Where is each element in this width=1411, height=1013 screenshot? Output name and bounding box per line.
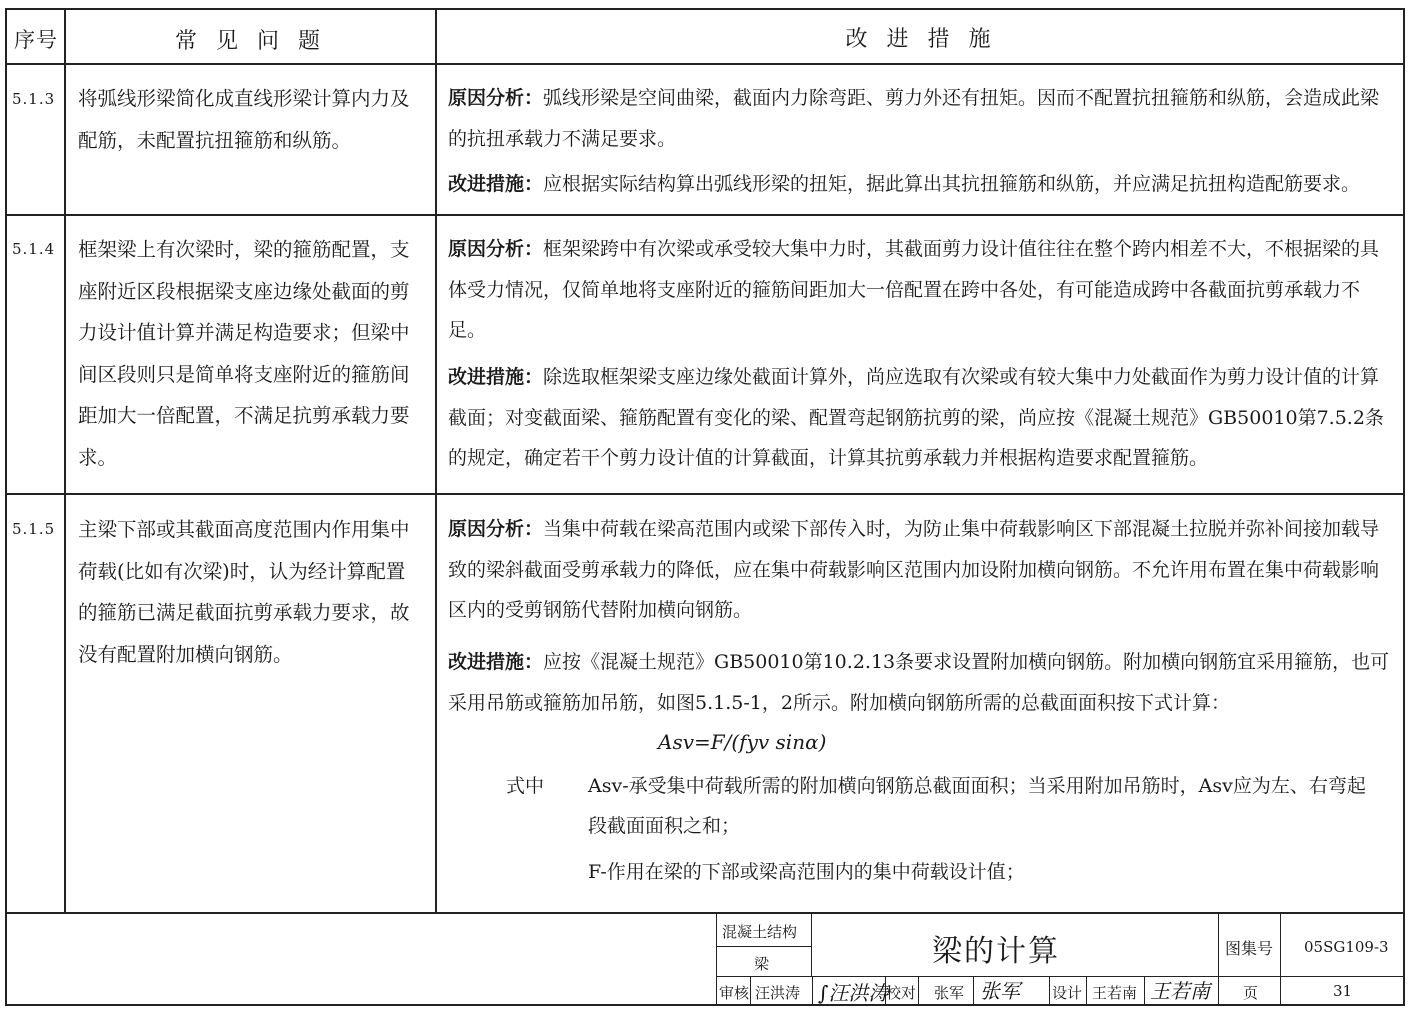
col-divider-1 bbox=[64, 8, 66, 913]
tb-line bbox=[811, 912, 812, 976]
row-issue: 框架梁上有次梁时，梁的箍筋配置，支座附近区段根据梁支座边缘处截面的剪力设计值计算并满足构造要求；但梁中间区段则只是简单将支座附近的箍筋间距加大一倍配置，不满足抗剪承载力要求。 bbox=[78, 238, 410, 469]
cause-label: 原因分析： bbox=[448, 87, 544, 109]
designer-signature: 王若南 bbox=[1150, 979, 1210, 1003]
row-issue: 主梁下部或其截面高度范围内作用集中荷载(比如有次梁)时，认为经计算配置的箍筋已满足截面抗剪承载力要求，故没有配置附加横向钢筋。 bbox=[78, 518, 410, 666]
tb-line bbox=[716, 912, 717, 1006]
tb-design-label: 设计 bbox=[1052, 984, 1083, 1002]
table-bottom bbox=[5, 912, 1405, 914]
col-divider-2 bbox=[435, 8, 437, 913]
row-index: 5.1.3 bbox=[12, 90, 56, 108]
row-cause bbox=[448, 78, 1392, 159]
header-issue: 常 见 问 题 bbox=[175, 29, 326, 54]
fix-text: 应按《混凝土规范》GB50010第10.2.13条要求设置附加横向钢筋。附加横向钢筋宜采用箍筋，也可采用吊筋或箍筋加吊筋，如图5.1.5-1，2所示。附加横向钢筋所需的总截面面积按下式计算： bbox=[448, 651, 1390, 714]
tb-atlas-label: 图集号 bbox=[1225, 939, 1274, 958]
tb-line bbox=[1049, 976, 1050, 1006]
tb-atlas-no: 05SG109-3 bbox=[1304, 938, 1389, 956]
fix-label: 改进措施： bbox=[448, 173, 544, 195]
tb-title: 梁的计算 bbox=[932, 934, 1060, 969]
cause-text: 弧线形梁是空间曲梁，截面内力除弯距、剪力外还有扭矩。因而不配置抗扭箍筋和纵筋，会造成此梁的抗扭承载力不满足要求。 bbox=[448, 87, 1380, 150]
where-item-2: F-作用在梁的下部或梁高范围内的集中荷载设计值； bbox=[588, 861, 1025, 883]
header-divider bbox=[5, 63, 1405, 65]
row-divider-1 bbox=[5, 214, 1405, 216]
row-divider-2 bbox=[5, 493, 1405, 495]
fix-label: 改进措施： bbox=[448, 651, 544, 673]
cause-text: 框架梁跨中有次梁或承受较大集中力时，其截面剪力设计值往往在整个跨内相差不大，不根据梁的具体受力情况，仅简单地将支座附近的箍筋间距加大一倍配置在跨中各处，有可能造成跨中各截面抗剪承载力不足。 bbox=[448, 238, 1380, 341]
row-index: 5.1.4 bbox=[12, 240, 56, 258]
row-fix bbox=[448, 357, 1392, 479]
checker-signature: 张军 bbox=[980, 979, 1020, 1003]
row-issue: 将弧线形梁简化成直线形梁计算内力及配筋，未配置抗扭箍筋和纵筋。 bbox=[78, 87, 410, 152]
tb-line bbox=[1218, 912, 1219, 1006]
row-cause bbox=[448, 229, 1392, 351]
row-cause bbox=[448, 509, 1392, 631]
reviewer-signature: ∫汪洪涛 bbox=[818, 981, 889, 1005]
tb-line bbox=[1280, 912, 1281, 1006]
tb-category-2: 梁 bbox=[754, 955, 770, 973]
where-item-1: Asv-承受集中荷载所需的附加横向钢筋总截面面积；当采用附加吊筋时，Asv应为左、右弯起段截面面积之和； bbox=[588, 775, 1366, 837]
tb-line bbox=[750, 976, 751, 1006]
row-index: 5.1.5 bbox=[12, 520, 56, 538]
formula: Asv=F/(fyv sinα) bbox=[658, 730, 827, 754]
header-index: 序号 bbox=[14, 28, 58, 52]
tb-line bbox=[716, 946, 811, 947]
fix-text: 除选取框架梁支座边缘处截面计算外，尚应选取有次梁或有较大集中力处截面作为剪力设计值的计算截面；对变截面梁、箍筋配置有变化的梁、配置弯起钢筋抗剪的梁，尚应按《混凝土规范》GB50010第7.5.2条的规定，确定若干个剪力设计值的计算截面，计算其抗剪承载力并根据构造要求配置箍筋。 bbox=[448, 366, 1384, 469]
tb-checker: 张军 bbox=[934, 984, 965, 1002]
fix-text: 应根据实际结构算出弧线形梁的扭矩，据此算出其抗扭箍筋和纵筋，并应满足抗扭构造配筋要求。 bbox=[543, 173, 1361, 195]
cause-label: 原因分析： bbox=[448, 518, 544, 540]
cause-text: 当集中荷载在梁高范围内或梁下部传入时，为防止集中荷载影响区下部混凝土拉脱并弥补间接加载导致的梁斜截面受剪承载力的降低，应在集中荷载影响区范围内加设附加横向钢筋。不允许用布置在集中荷载影响区内的受剪钢筋代替附加横向钢筋。 bbox=[448, 518, 1380, 621]
tb-line bbox=[812, 976, 813, 1006]
tb-designer: 王若南 bbox=[1092, 984, 1138, 1002]
tb-review-label: 审核 bbox=[719, 984, 750, 1002]
tb-line bbox=[973, 976, 974, 1006]
tb-line bbox=[1086, 976, 1087, 1006]
tb-page-label: 页 bbox=[1243, 984, 1259, 1002]
row-fix bbox=[448, 164, 1392, 205]
fix-label: 改进措施： bbox=[448, 366, 544, 388]
tb-line bbox=[1144, 976, 1145, 1006]
tb-category-1: 混凝土结构 bbox=[722, 923, 798, 941]
cause-label: 原因分析： bbox=[448, 238, 544, 260]
tb-check-label: 校对 bbox=[886, 984, 917, 1002]
tb-reviewer: 汪洪涛 bbox=[755, 984, 801, 1002]
tb-line bbox=[918, 976, 919, 1006]
header-fix: 改 进 措 施 bbox=[845, 27, 997, 52]
tb-page-no: 31 bbox=[1333, 982, 1353, 1000]
row-fix bbox=[448, 642, 1392, 723]
where-label: 式中 bbox=[506, 775, 545, 797]
